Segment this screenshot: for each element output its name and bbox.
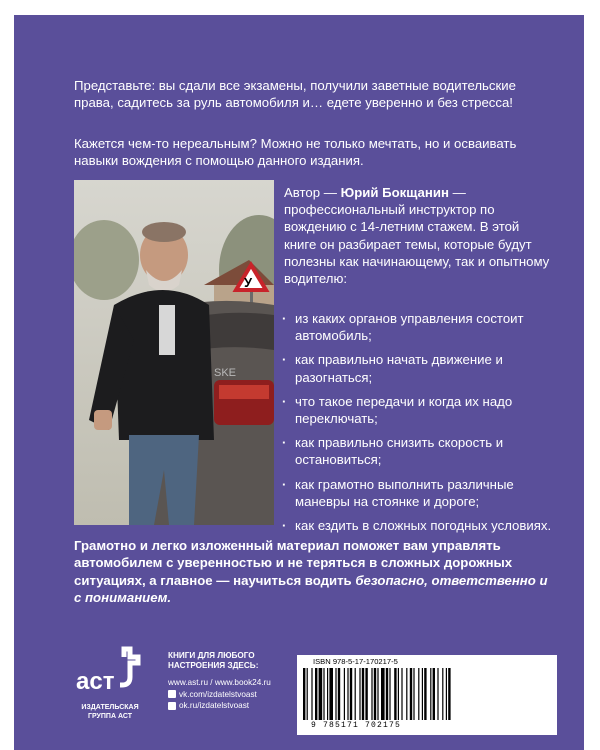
car-badge: SKE <box>214 367 237 379</box>
barcode-bar <box>433 668 435 720</box>
barcode-bar <box>448 668 450 720</box>
barcode-bar <box>410 668 412 720</box>
barcode-bar <box>315 668 317 720</box>
sites-link[interactable]: www.ast.ru / www.book24.ru <box>168 678 271 687</box>
publisher-caption-line1: ИЗДАТЕЛЬСКАЯ <box>81 704 139 711</box>
author-description <box>284 184 554 287</box>
barcode-bar <box>355 668 356 720</box>
barcode-bar <box>344 668 345 720</box>
vk-link[interactable]: vk.com/izdatelstvoast <box>168 689 318 701</box>
barcode-bar <box>386 668 388 720</box>
isbn-barcode-box <box>297 655 557 735</box>
barcode-number: 9 785171 702175 <box>311 721 402 730</box>
barcode-bar <box>389 668 390 720</box>
author-photo-illustration <box>74 180 274 525</box>
summary-emphasis: безопасно, ответственно и с пониманием. <box>74 572 548 605</box>
intro-paragraph-1: Представьте: вы сдали все экзамены, получили заветные водительские права, садитесь за руль автомобиля и… едете уверенно и без стресса! <box>74 78 516 110</box>
intro-paragraph-2: Кажется чем-то нереальным? Можно не только мечтать, но и осваивать навыки вождения с помощью данного издания. <box>74 136 517 168</box>
barcode-bar <box>398 668 399 720</box>
list-item: · как грамотно выполнить различные маневры на стоянке и дороге; <box>282 476 558 511</box>
ok-icon <box>168 702 176 710</box>
publisher-caption-line2: ГРУППА АСТ <box>88 713 132 720</box>
ok-link[interactable]: ok.ru/izdatelstvoast <box>168 700 318 712</box>
list-item: · из каких органов управления состоит автомобиль; <box>282 310 558 345</box>
publisher-links <box>168 677 318 712</box>
book-back-cover <box>14 15 584 750</box>
barcode-bar <box>362 668 364 720</box>
barcode-bar <box>323 668 324 720</box>
barcode-bar <box>406 668 407 720</box>
books-heading <box>168 651 308 671</box>
barcode-bar <box>329 668 333 720</box>
publisher-caption <box>74 703 146 721</box>
barcode-bar <box>446 668 447 720</box>
barcode-bar <box>413 668 414 720</box>
list-item: · как правильно снизить скорость и остановиться; <box>282 434 558 469</box>
barcode-bar <box>371 668 372 720</box>
barcode-bar <box>327 668 328 720</box>
author-name: Юрий Бокщанин <box>340 185 449 200</box>
ast-logo <box>66 645 146 710</box>
logo-text: аст <box>76 668 115 695</box>
barcode-bar <box>338 668 340 720</box>
barcode-bar <box>401 668 402 720</box>
barcode-bar <box>437 668 438 720</box>
topics-list <box>282 310 558 541</box>
list-item: · что такое передачи и когда их надо переключать; <box>282 393 558 428</box>
books-heading-line2: НАСТРОЕНИЯ ЗДЕСЬ: <box>168 661 259 671</box>
barcode-bar <box>374 668 376 720</box>
barcode-icon <box>303 668 551 720</box>
books-heading-line1: КНИГИ ДЛЯ ЛЮБОГО <box>168 651 255 660</box>
vk-icon <box>168 690 176 698</box>
barcode-bar <box>359 668 360 720</box>
list-item: · как ездить в сложных погодных условиях. <box>282 517 558 534</box>
isbn-label: ISBN 978-5-17-170217-5 <box>313 657 398 666</box>
barcode-bar <box>303 668 305 720</box>
barcode-bar <box>377 668 378 720</box>
barcode-bar <box>335 668 336 720</box>
list-item: · как правильно начать движение и разогнаться; <box>282 351 558 386</box>
barcode-bar <box>422 668 423 720</box>
barcode-bar <box>430 668 431 720</box>
barcode-bar <box>424 668 426 720</box>
barcode-bar <box>347 668 348 720</box>
summary-main: Грамотно и легко изложенный материал поможет вам управлять автомобилем с уверенностью и не теряться в сложных дорожных ситуациях, а главное — научиться водить <box>74 538 513 588</box>
author-prefix: Автор — <box>284 185 341 200</box>
barcode-bar <box>319 668 323 720</box>
author-suffix: — профессиональный инструктор по вождению с 14-летним стажем. В этой книге он разбирает темы, которые будут полезны как начинающему, так и опытному водителю: <box>284 185 550 287</box>
barcode-bar <box>350 668 352 720</box>
author-photo <box>74 180 274 525</box>
barcode-bar <box>394 668 396 720</box>
summary-paragraph <box>74 537 554 606</box>
sign-letter: У <box>244 275 253 290</box>
barcode-bar <box>311 668 312 720</box>
barcode-bar <box>381 668 385 720</box>
barcode-bar <box>365 668 367 720</box>
barcode-bar <box>418 668 419 720</box>
barcode-bar <box>442 668 443 720</box>
barcode-bar <box>307 668 308 720</box>
